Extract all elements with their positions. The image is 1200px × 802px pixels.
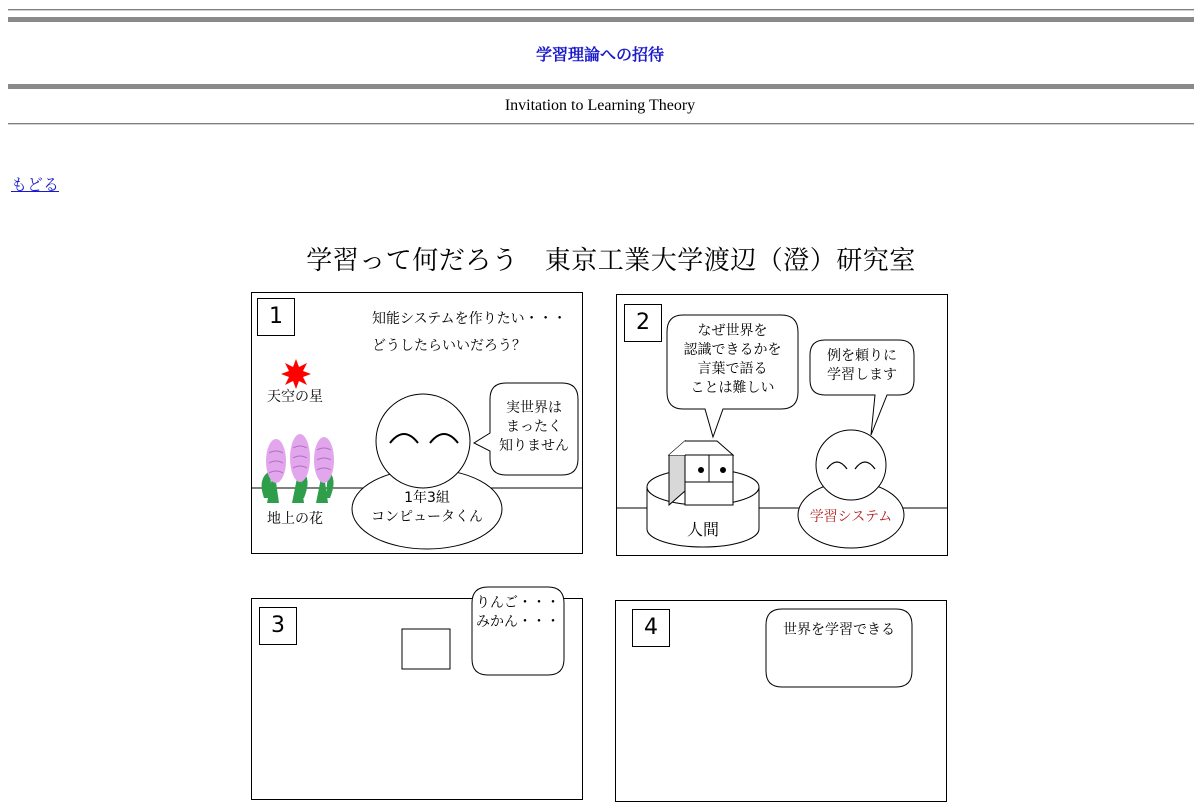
subtitle-rule <box>8 123 1194 125</box>
bubble-line-3: 知りません <box>499 438 569 454</box>
bubble2-line-1: 例を頼りに <box>827 348 897 364</box>
comic-title: 学習って何だろう 東京工業大学渡辺（澄）研究室 <box>306 246 916 276</box>
cube-icon <box>402 629 450 669</box>
pedestal-line-1: 1年3組 <box>404 490 450 506</box>
comic-panel-1 <box>251 292 583 554</box>
title-rule-top <box>8 17 1194 22</box>
cube-icon <box>669 441 733 505</box>
human-label: 人間 <box>686 520 719 539</box>
panel-number-4: 4 <box>632 609 670 647</box>
thought-line-2: どうしたらいいだろう？ <box>372 338 526 354</box>
bubble1-line-4: ことは難しい <box>690 380 775 396</box>
page-subtitle: Invitation to Learning Theory <box>504 97 696 114</box>
bubble2-line-2: 学習します <box>827 367 897 383</box>
flower-label: 地上の花 <box>267 511 323 527</box>
panel-number-1: 1 <box>257 298 295 336</box>
bubble-line-2: みかん・・・ <box>476 614 560 630</box>
top-rule <box>8 9 1194 11</box>
bubble1-line-1: なぜ世界を <box>697 323 768 339</box>
comic-panel-4 <box>615 600 947 802</box>
bubble-line-1: 実世界は <box>506 400 562 416</box>
comic-panel-2 <box>616 294 948 556</box>
star-icon <box>281 359 311 389</box>
bubble-line-2: まったく <box>506 419 562 435</box>
star-label: 天空の星 <box>267 389 323 405</box>
panel-number-3: 3 <box>259 607 297 645</box>
panel-number-2: 2 <box>624 304 662 342</box>
thought-line-1: 知能システムを作りたい・・・ <box>372 311 567 327</box>
bubble-line-1: 世界を学習できる <box>783 622 895 638</box>
bubble-line-1: りんご・・・ <box>476 595 560 611</box>
back-link[interactable]: もどる <box>11 175 60 194</box>
pedestal-line-2: コンピュータくん <box>371 509 483 525</box>
bubble1-line-3: 言葉で語る <box>697 361 768 377</box>
bubble1-line-2: 認識できるかを <box>683 342 782 358</box>
page-title: 学習理論への招待 <box>535 45 664 64</box>
system-label: 学習システム <box>809 509 893 525</box>
comic-panel-3 <box>251 595 583 800</box>
flower-icon <box>262 434 334 503</box>
title-rule-bottom <box>8 84 1194 89</box>
system-face <box>816 430 886 500</box>
